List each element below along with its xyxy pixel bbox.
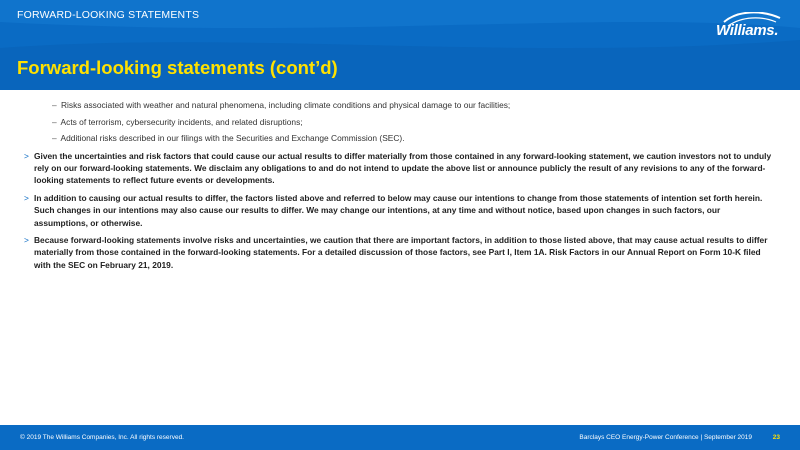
paragraph-text: In addition to causing our actual results to differ, the factors listed above and referred to below may cause our intentions to change from those statements of intention set forth herein. Such changes in our intentions may also cause our results to differ. We may change our intentions, at any time and without notice, based upon changes in such factors, our assumptions, or otherwise. (34, 192, 763, 228)
sub-bullet-text: Acts of terrorism, cybersecurity incidents, and related disruptions; (60, 116, 303, 127)
page-number: 23 (772, 434, 780, 441)
bullet-arrow-icon: > (24, 192, 29, 203)
sub-bullet (52, 117, 776, 128)
event-text: Barclays CEO Energy-Power Conference | September 2019 (579, 434, 752, 441)
bullet-arrow-icon: > (24, 150, 29, 161)
paragraph-bullet (24, 192, 776, 229)
paragraph-text: Given the uncertainties and risk factors that could cause our actual results to differ materially from those contained in any forward-looking statement, we caution investors not to unduly rely on our forward-looking statements. We disclaim any obligations to and do not intend to update the above list or announce publicly the result of any revisions to any of the forward-looking statements to reflect future events or developments. (34, 150, 772, 186)
dash-marker: – (52, 100, 57, 110)
section-label: FORWARD-LOOKING STATEMENTS (17, 9, 200, 21)
dash-marker: – (52, 116, 57, 127)
sub-bullet-text: Risks associated with weather and natural phenomena, including climate conditions and physical damage to our facilities; (61, 100, 511, 110)
paragraph-bullet (24, 150, 776, 187)
paragraph-bullet (24, 234, 776, 271)
footer-bar (0, 425, 800, 450)
paragraph-text: Because forward-looking statements involve risks and uncertainties, we caution that there are important factors, in addition to those listed above, that may cause actual results to differ materially from those contained in the forward-looking statements. For a detailed discussion of those factors, see Part I, Item 1A. Risk Factors in our Annual Report on Form 10-K filed with the SEC on February 21, 2019. (34, 234, 768, 270)
page-title: Forward-looking statements (cont’d) (17, 57, 338, 78)
bullet-arrow-icon: > (24, 234, 29, 245)
sub-bullet-text: Additional risks described in our filings with the Securities and Exchange Commission (SEC). (60, 133, 405, 143)
header-banner (0, 0, 800, 90)
content-area (24, 100, 776, 271)
dash-marker: – (52, 133, 57, 143)
sub-bullet (52, 133, 776, 144)
sub-bullet (52, 100, 776, 111)
copyright-text: © 2019 The Williams Companies, Inc. All rights reserved. (20, 434, 184, 441)
logo-text: Williams. (716, 22, 779, 39)
